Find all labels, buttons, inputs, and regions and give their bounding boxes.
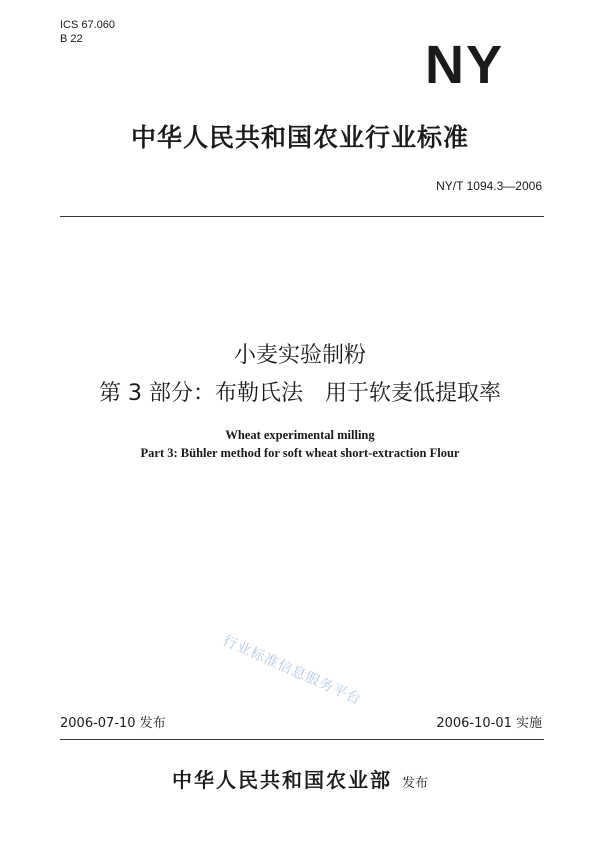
title-en-line2: Part 3: Bühler method for soft wheat short-extraction Flour bbox=[140, 446, 460, 460]
watermark: 行业标准信息服务平台 bbox=[220, 632, 364, 709]
title-cn-line2: 第 3 部分：布勒氏法 用于软麦低提取率 bbox=[99, 381, 501, 406]
standard-code: NY/T 1094.3—2006 bbox=[436, 179, 542, 193]
effective-date: 2006-10-01 实施 bbox=[436, 716, 542, 731]
title-en-line1: Wheat experimental milling bbox=[225, 428, 375, 442]
bottom-divider bbox=[60, 739, 544, 740]
ccs-code: B 22 bbox=[60, 33, 83, 45]
title-cn-line1: 小麦实验制粉 bbox=[233, 343, 366, 368]
issuer-block bbox=[0, 764, 600, 793]
issuer-name: 中华人民共和国农业部 bbox=[171, 768, 392, 792]
issuer-suffix: 发布 bbox=[401, 776, 428, 791]
publish-date: 2006-07-10 发布 bbox=[60, 716, 166, 731]
ics-classification bbox=[60, 18, 115, 46]
standard-category-title: 中华人民共和国农业行业标准 bbox=[130, 123, 469, 152]
ny-logo: NY bbox=[424, 35, 504, 95]
top-divider bbox=[60, 216, 544, 217]
ics-code: ICS 67.060 bbox=[60, 19, 116, 31]
